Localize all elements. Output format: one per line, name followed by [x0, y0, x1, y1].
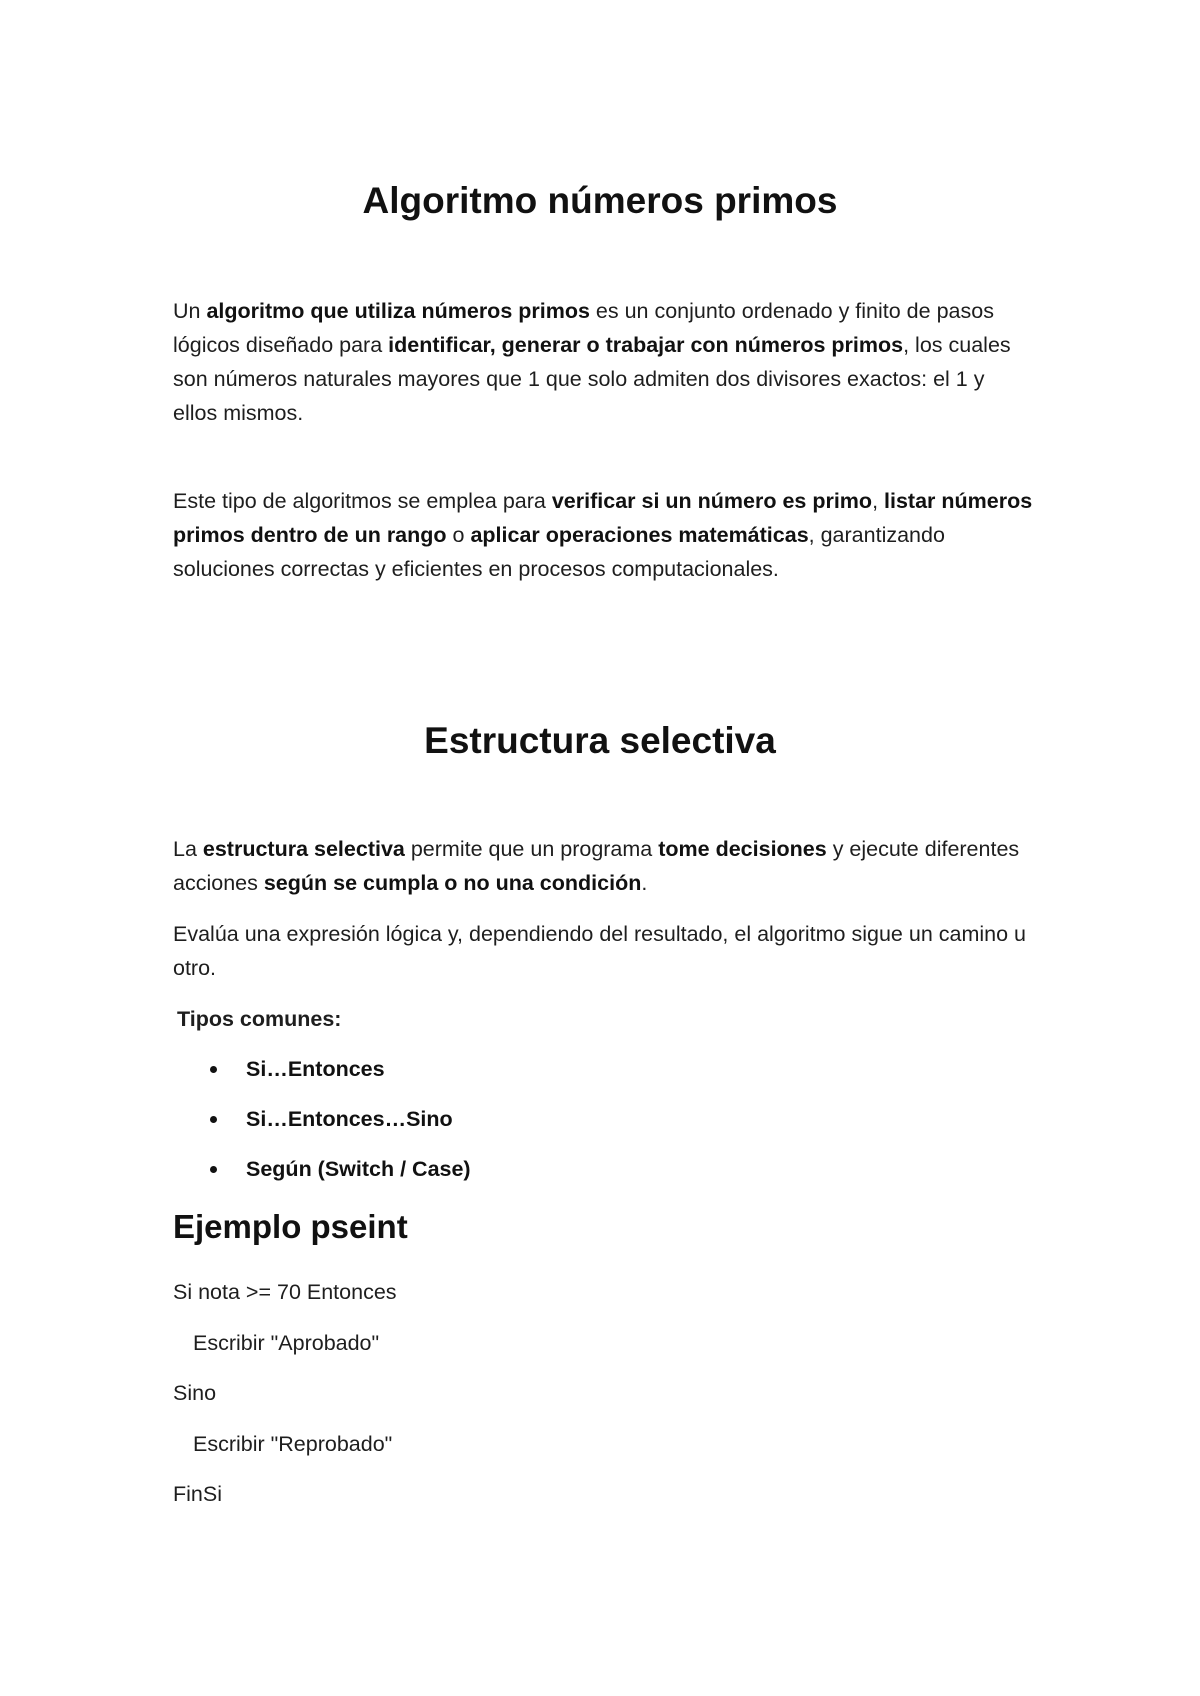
bullet-icon	[210, 1066, 217, 1073]
bullet-icon	[210, 1116, 217, 1123]
paragraph-bold: algoritmo que utiliza números primos	[206, 299, 590, 323]
list-item	[200, 1052, 471, 1102]
paragraph-text: permite que un programa	[404, 837, 659, 861]
paragraph-selective-definition	[173, 832, 1033, 900]
code-line: Si nota >= 70 Entonces	[173, 1280, 397, 1304]
bullet-icon	[210, 1166, 217, 1173]
paragraph-text: ,	[872, 489, 885, 513]
title-algoritmo-numeros-primos: Algoritmo números primos	[362, 180, 838, 221]
paragraph-text: , los cuales son números naturales mayores que 1 que solo admiten dos divisores exactos: el 1 y ellos mismos.	[173, 333, 1011, 425]
paragraph-evaluation: Evalúa una expresión lógica y, dependiendo del resultado, el algoritmo sigue un camino u otro.	[173, 922, 1026, 980]
paragraph-text: es un conjunto ordenado y finito de pasos lógicos diseñado para	[173, 299, 994, 357]
heading-ejemplo-pseint: Ejemplo pseint	[173, 1208, 408, 1245]
list-item	[200, 1152, 471, 1202]
paragraph-bold: tome decisiones	[658, 837, 827, 861]
paragraph-definition	[173, 294, 1033, 430]
types-label: Tipos comunes:	[177, 1007, 342, 1031]
paragraph-bold: listar números primos dentro de un rango	[173, 489, 1033, 547]
list-item-label: Si…Entonces	[246, 1057, 385, 1081]
paragraph-text: o	[446, 523, 471, 547]
paragraph-bold: estructura selectiva	[202, 837, 405, 861]
list-item-label: Si…Entonces…Sino	[246, 1107, 453, 1131]
paragraph-text: La	[173, 837, 203, 861]
paragraph-bold: verificar si un número es primo	[551, 489, 873, 513]
paragraph-usage	[173, 484, 1033, 586]
paragraph-bold: según se cumpla o no una condición	[263, 871, 642, 895]
paragraph-text: , garantizando soluciones correctas y eficientes en procesos computacionales.	[173, 523, 945, 581]
paragraph-bold: identificar, generar o trabajar con números primos	[388, 333, 904, 357]
paragraph-text: y ejecute diferentes acciones	[173, 837, 1020, 895]
code-line: Escribir "Aprobado"	[193, 1331, 380, 1355]
list-item	[200, 1102, 471, 1152]
code-line: Escribir "Reprobado"	[193, 1432, 393, 1456]
paragraph-bold: aplicar operaciones matemáticas	[470, 523, 809, 547]
title-estructura-selectiva: Estructura selectiva	[424, 720, 776, 761]
list-item-label: Según (Switch / Case)	[246, 1157, 471, 1181]
paragraph-text: Un	[173, 299, 207, 323]
paragraph-text: .	[641, 871, 648, 895]
paragraph-text: Este tipo de algoritmos se emplea para	[173, 489, 552, 513]
code-line: FinSi	[173, 1482, 222, 1506]
code-line: Sino	[173, 1381, 217, 1405]
types-list	[200, 1052, 471, 1202]
